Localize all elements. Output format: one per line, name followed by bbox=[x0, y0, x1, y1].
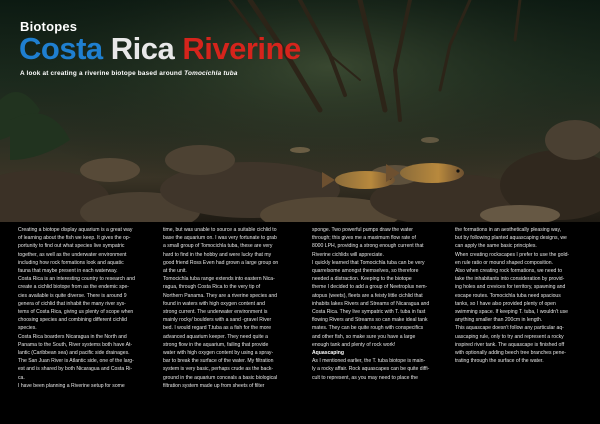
text-column-4 bbox=[455, 226, 585, 365]
body-text-line: Costa Rica boarders Nicaragua in the North and bbox=[18, 333, 127, 340]
body-text-line: mates. They can be quite rough with conspecifics bbox=[312, 325, 424, 332]
body-text-line: Panama to the South, River systems both have At- bbox=[18, 341, 133, 348]
body-text-line: tems of Costa Rica, giving us plenty of scope when bbox=[18, 309, 134, 316]
body-text-line: through; this gives me a maximum flow rate of bbox=[312, 235, 416, 242]
body-text-line: Also when creating rock formations, we need to bbox=[455, 268, 563, 275]
body-text-line: strong flow in the aquarium, failing that provide bbox=[163, 341, 269, 348]
body-text-line: water with high oxygen content by using a spray- bbox=[163, 350, 274, 357]
body-text-line: I quickly learned that Tomocichla tuba can be very bbox=[312, 259, 425, 266]
body-text-line: ly a rocky affair. Rock aquascapes can be quite diffi- bbox=[312, 366, 430, 373]
body-text-line: create a cichlid biotope from as the endemic spe- bbox=[18, 284, 129, 291]
body-text-line: anything smaller than 200cm in length. bbox=[455, 317, 543, 324]
body-text-line: Tomocichla tuba range extends into eastern Nica- bbox=[163, 276, 275, 283]
body-text-line: This aquascape doesn't follow any particular aq- bbox=[455, 325, 564, 332]
body-text-line: Costa Rica is an interesting country to research and bbox=[18, 276, 135, 283]
body-text-line: together, as well as the underwater environment bbox=[18, 251, 127, 258]
body-text-line: escape routes. Tomocichla tuba need spacious bbox=[455, 292, 561, 299]
article-body bbox=[0, 222, 600, 424]
title-word-costa: Costa bbox=[19, 31, 103, 66]
body-text-line: found in waters with high oxygen content and bbox=[163, 300, 265, 307]
body-text-line: ground in the aquarium conceals a basic biological bbox=[163, 374, 278, 381]
body-text-line: of learning about the fish we keep. It gives the op- bbox=[18, 235, 131, 242]
body-text-line: bar to break the surface of the water. My filtration bbox=[163, 358, 274, 365]
text-column-1 bbox=[18, 226, 145, 390]
body-text-line: ca. bbox=[18, 374, 25, 381]
body-text-line: hard to find in the hobby and were lucky that my bbox=[163, 251, 272, 258]
body-text-line: swimming space. If keeping T. tuba, I wouldn't use bbox=[455, 309, 568, 316]
body-text-line: take the inhabitants into consideration by provid- bbox=[455, 276, 565, 283]
body-text-line: atopus (weets), fleets are a feisty little cichlid that bbox=[312, 292, 423, 299]
article-strapline bbox=[20, 70, 238, 77]
body-text-line: inspired river tank. The aquascape is finished off bbox=[455, 341, 565, 348]
body-text-line: a small group of Tomocichla tuba, these are very bbox=[163, 243, 273, 250]
body-text-line: system is very basic, perhaps crude as the back- bbox=[163, 366, 274, 373]
body-text-line: fauna that maybe present in each waterway. bbox=[18, 268, 118, 275]
body-text-line: theme I decided to add a group of Neetroplus nem- bbox=[312, 284, 428, 291]
body-text-line: sponge. Two powerful pumps draw the water bbox=[312, 227, 413, 233]
body-text-line: trating through the surface of the water. bbox=[455, 358, 544, 365]
body-text-line: Northern Panama. They are a riverine species and bbox=[163, 292, 278, 299]
body-text-line: cult to represent, as you may need to place the bbox=[312, 374, 418, 381]
body-text-line: uascaping rule, only to try and represent a rocky bbox=[455, 333, 564, 340]
title-word-riverine: Riverine bbox=[182, 31, 301, 66]
body-text-line: The San Juan River is Atlantic side, one of the larg- bbox=[18, 358, 134, 365]
body-text-line: can apply the same basic principles. bbox=[455, 243, 537, 250]
body-text-line: ing holes and crevices for territory, spawning and bbox=[455, 284, 566, 291]
subheading: Aquascaping bbox=[312, 350, 344, 357]
body-text-line: time, but was unable to source a suitable cichlid to bbox=[163, 227, 277, 233]
body-text-line: needed a distraction. Keeping to the biotope bbox=[312, 276, 412, 283]
body-text-line: strong current. The underwater environment is bbox=[163, 309, 268, 316]
title-word-rica: Rica bbox=[110, 31, 175, 66]
body-text-line: with optionally adding beech tree branches pene- bbox=[455, 350, 567, 357]
body-text-line: bed. I would regard T.tuba as a fish for the more bbox=[163, 325, 272, 332]
body-text-line: including how rock formations look and aquatic bbox=[18, 259, 124, 266]
body-text-line: good friend Ross Even had grown a large group on bbox=[163, 259, 279, 266]
body-text-line: ragua, through Costa Rica to the very tip of bbox=[163, 284, 261, 291]
body-text-line: mainly rocky/ boulders with a sand -gravel River bbox=[163, 317, 272, 324]
section-kicker: Biotopes bbox=[20, 19, 78, 34]
body-text-line: flowing Rivers and Streams so can make ideal tank bbox=[312, 317, 428, 324]
strapline-text: A look at creating a riverine biotope based around bbox=[20, 70, 185, 77]
body-text-line: lantic (Caribbean sea) and pacific side drainages. bbox=[18, 350, 130, 357]
body-text-line: genera of cichlid that inhabit the many river sys- bbox=[18, 300, 126, 307]
body-text-line: tanks, so I have also provided plenty of open bbox=[455, 300, 556, 307]
body-text-line: en rule ratio or mound shaped composition. bbox=[455, 259, 553, 266]
body-text-line: est and is shared by both Nicaragua and Costa Ri- bbox=[18, 366, 133, 373]
body-text-line: quarrelsome amongst themselves, so therefore bbox=[312, 268, 419, 275]
body-text-line: and other fish, so make sure you have a large bbox=[312, 333, 416, 340]
body-text-line: As I mentioned earlier, the T. tuba biotope is main- bbox=[312, 358, 426, 365]
body-text-line: When creating rockscapes I prefer to use the gold- bbox=[455, 251, 570, 258]
body-text-line: Creating a biotope display aquarium is a great way bbox=[18, 227, 133, 233]
body-text-line: Costa Rica. They live sympatric with T. tuba in fast bbox=[312, 309, 426, 316]
body-text-line: enough tank and plenty of rock work! bbox=[312, 341, 396, 348]
body-text-line: filtration system made up from sheets of filter bbox=[163, 382, 265, 389]
body-text-line: 8000 LPH, providing a strong enough current that bbox=[312, 243, 424, 250]
body-text-line: choosing species and combining different cichlid bbox=[18, 317, 127, 324]
body-text-line: the formations in an aesthetically pleasing way, bbox=[455, 227, 562, 233]
text-column-3 bbox=[312, 226, 442, 382]
body-text-line: at the unit. bbox=[163, 268, 187, 275]
article-title bbox=[19, 31, 301, 67]
body-text-line: inhabits lakes Rivers and Streams of Nicaragua and bbox=[312, 300, 430, 307]
text-column-2 bbox=[163, 226, 294, 390]
body-text-line: base the aquarium on. I was very fortunate to grab bbox=[163, 235, 277, 242]
body-text-line: species. bbox=[18, 325, 37, 332]
body-text-line: advanced aquarium keeper. They need quite a bbox=[163, 333, 268, 340]
strapline-species: Tomocichla tuba bbox=[184, 70, 238, 77]
body-text-line: but by following planted aquascaping designs, we bbox=[455, 235, 567, 242]
body-text-line: portunity to find out what species live sympatric bbox=[18, 243, 125, 250]
body-text-line: I have been planning a Riverine setup for some bbox=[18, 382, 125, 389]
body-text-line: cies available is quite diverse. There is around 9 bbox=[18, 292, 127, 299]
body-text-line: Riverine cichlids will appreciate. bbox=[312, 251, 384, 258]
